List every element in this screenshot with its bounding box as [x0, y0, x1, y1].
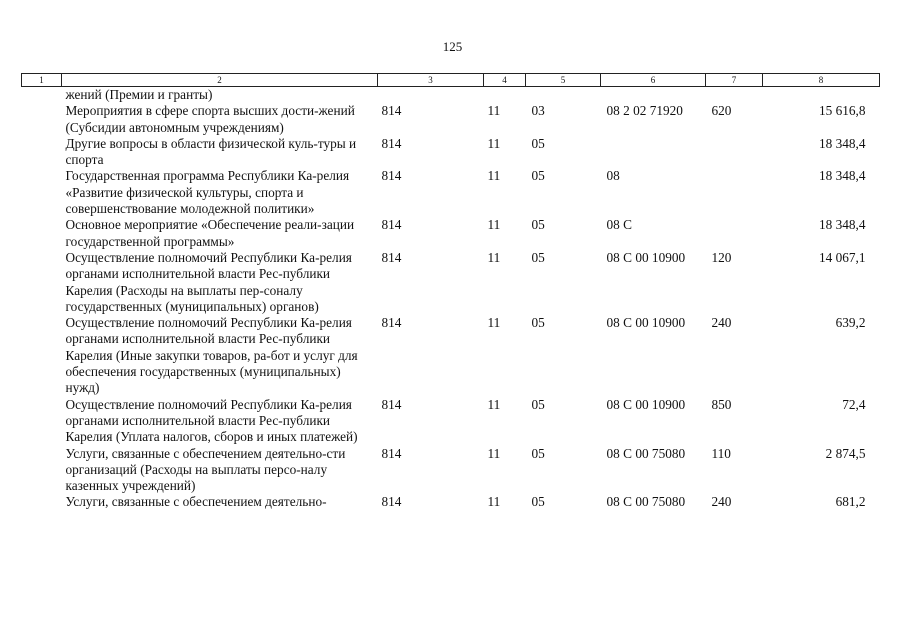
cell-csr: 08 С 00 75080	[606, 445, 686, 461]
table-row	[22, 250, 880, 315]
cell-pr: 05	[531, 315, 545, 331]
cell-name: Осуществление полномочий Республики Ка-релия органами исполнительной власти Рес-публики Карелия (Расходы на выплаты пер-соналу государственных (муниципальных) органов)	[65, 249, 352, 314]
cell-csr: 08 С	[606, 217, 632, 233]
table-row	[22, 87, 880, 104]
cell-csr: 08 С 00 10900	[606, 396, 686, 412]
cell-grbs: 814	[381, 494, 402, 510]
cell-empty	[22, 87, 62, 104]
cell-rz: 11	[487, 135, 501, 151]
cell-empty	[22, 446, 62, 495]
budget-table	[21, 73, 880, 511]
cell-name: жений (Премии и гранты)	[65, 87, 213, 102]
cell-name: Государственная программа Республики Ка-релия «Развитие физической культуры, спорта и совершенствование молодежной политики»	[65, 168, 350, 217]
table-row	[22, 397, 880, 446]
table-row	[22, 103, 880, 136]
header-col-6: 6	[601, 74, 706, 87]
cell-vr: 110	[711, 445, 731, 461]
cell-empty	[22, 315, 62, 396]
cell-rz: 11	[487, 494, 501, 510]
cell-pr	[526, 87, 601, 104]
cell-csr	[601, 87, 706, 104]
cell-sum: 14 067,1	[818, 249, 866, 265]
cell-grbs: 814	[381, 445, 402, 461]
cell-grbs: 814	[381, 315, 402, 331]
cell-vr	[706, 217, 763, 250]
cell-rz: 11	[487, 315, 501, 331]
table-row	[22, 136, 880, 169]
cell-rz: 11	[487, 249, 501, 265]
cell-rz	[484, 87, 526, 104]
cell-name: Услуги, связанные с обеспечением деятельно-	[65, 494, 327, 510]
cell-grbs: 814	[381, 396, 402, 412]
cell-grbs: 814	[381, 168, 402, 184]
cell-name: Другие вопросы в области физической куль-туры и спорта	[65, 135, 357, 168]
cell-pr: 05	[531, 135, 545, 151]
cell-pr: 05	[531, 494, 545, 510]
cell-empty	[22, 250, 62, 315]
header-col-1: 1	[22, 74, 62, 87]
cell-csr: 08	[606, 168, 620, 184]
cell-vr	[706, 136, 763, 169]
cell-sum: 639,2	[835, 315, 866, 331]
cell-sum: 18 348,4	[818, 217, 866, 233]
header-col-7: 7	[706, 74, 763, 87]
header-col-3: 3	[378, 74, 484, 87]
cell-sum: 18 348,4	[818, 168, 866, 184]
cell-pr: 05	[531, 249, 545, 265]
table-row	[22, 446, 880, 495]
cell-name: Осуществление полномочий Республики Ка-релия органами исполнительной власти Рес-публики Карелия (Иные закупки товаров, ра-бот и услуг для обеспечения государственных (муниципальных) нужд)	[65, 315, 358, 396]
cell-rz: 11	[487, 217, 501, 233]
table-body	[22, 87, 880, 511]
table-row	[22, 217, 880, 250]
cell-sum: 681,2	[835, 494, 866, 510]
cell-rz: 11	[487, 445, 501, 461]
cell-empty	[22, 494, 62, 510]
cell-grbs: 814	[381, 249, 402, 265]
cell-grbs	[378, 87, 484, 104]
cell-grbs: 814	[381, 135, 402, 151]
cell-sum: 15 616,8	[818, 103, 866, 119]
cell-rz: 11	[487, 103, 501, 119]
header-col-5: 5	[526, 74, 601, 87]
cell-vr	[706, 87, 763, 104]
cell-sum: 72,4	[842, 396, 866, 412]
cell-name: Основное мероприятие «Обеспечение реали-зации государственной программы»	[65, 217, 355, 249]
page-number: 125	[442, 39, 463, 54]
cell-rz: 11	[487, 168, 501, 184]
cell-sum: 2 874,5	[825, 445, 866, 461]
cell-vr: 240	[711, 315, 732, 331]
cell-empty	[22, 103, 62, 136]
cell-name: Мероприятия в сфере спорта высших дости-жений (Субсидии автономным учреждениям)	[65, 103, 355, 135]
cell-empty	[22, 397, 62, 446]
cell-csr: 08 С 00 10900	[606, 315, 686, 331]
cell-pr: 05	[531, 217, 545, 233]
cell-name: Услуги, связанные с обеспечением деятельно-сти организаций (Расходы на выплаты персо-налу казенных учреждений)	[65, 445, 346, 494]
cell-vr	[706, 168, 763, 217]
cell-csr: 08 2 02 71920	[606, 103, 683, 119]
cell-rz: 11	[487, 396, 501, 412]
cell-vr: 120	[711, 249, 732, 265]
table-row	[22, 315, 880, 396]
cell-name: Осуществление полномочий Республики Ка-релия органами исполнительной власти Рес-публики Карелия (Уплата налогов, сборов и иных платежей)	[65, 396, 358, 445]
cell-pr: 05	[531, 445, 545, 461]
cell-vr: 620	[711, 103, 732, 119]
header-col-4: 4	[484, 74, 526, 87]
table-row	[22, 494, 880, 510]
cell-sum: 18 348,4	[818, 135, 866, 151]
cell-pr: 05	[531, 168, 545, 184]
header-col-2: 2	[62, 74, 378, 87]
cell-vr: 240	[711, 494, 732, 510]
cell-vr: 850	[711, 396, 732, 412]
cell-csr	[601, 136, 706, 169]
cell-csr: 08 С 00 10900	[606, 249, 686, 265]
header-col-8: 8	[763, 74, 880, 87]
cell-empty	[22, 136, 62, 169]
table-row	[22, 168, 880, 217]
table-header	[22, 74, 880, 87]
cell-pr: 05	[531, 396, 545, 412]
cell-sum	[763, 87, 880, 104]
cell-empty	[22, 168, 62, 217]
cell-empty	[22, 217, 62, 250]
cell-csr: 08 С 00 75080	[606, 494, 686, 510]
cell-grbs: 814	[381, 217, 402, 233]
cell-grbs: 814	[381, 103, 402, 119]
cell-pr: 03	[531, 103, 545, 119]
